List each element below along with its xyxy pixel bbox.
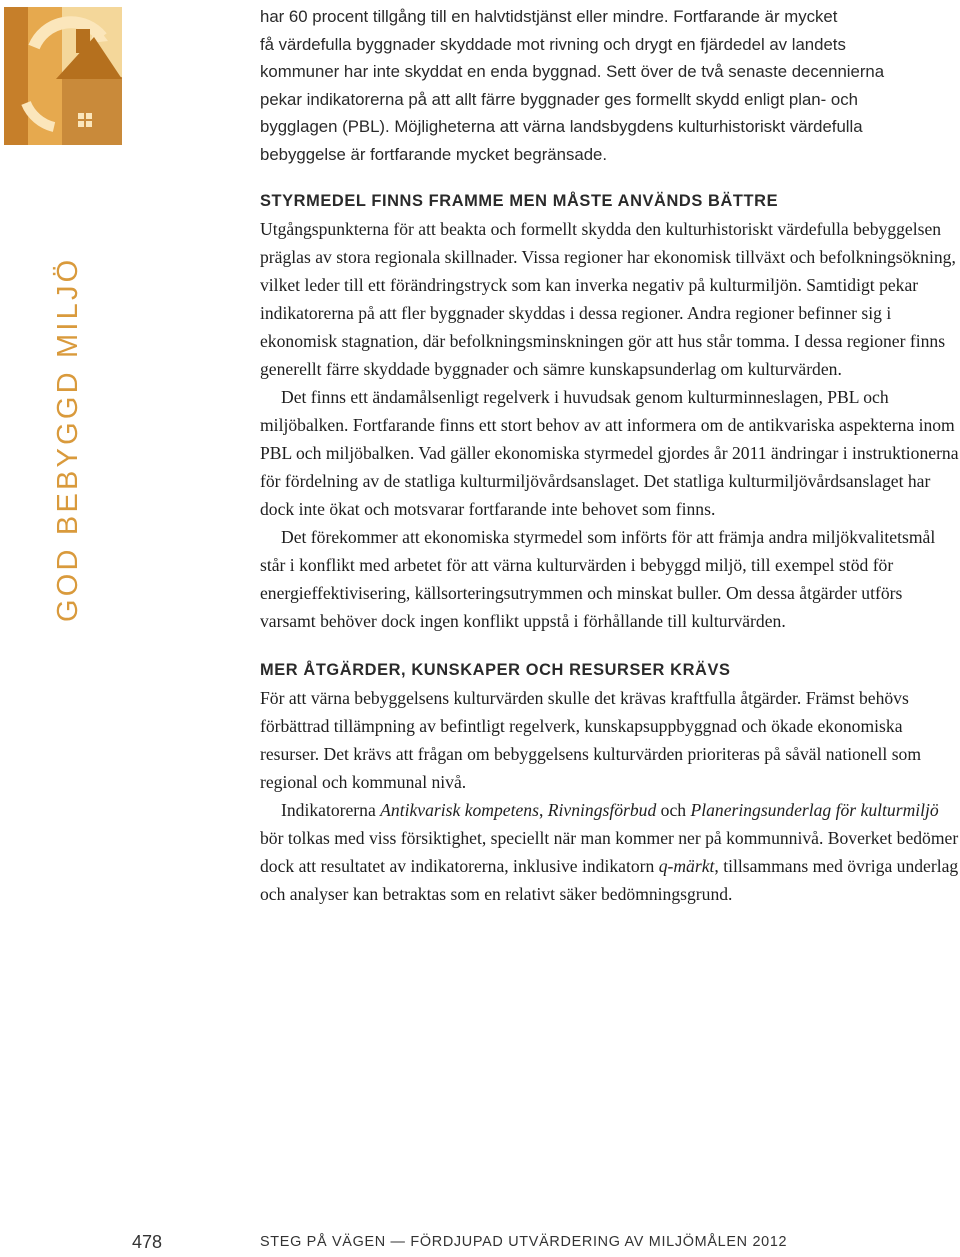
indicator-name: Antikvarisk kompetens xyxy=(380,800,539,820)
section-title-vertical: GOD BEBYGGD MILJÖ xyxy=(52,256,84,622)
intro-line: bygglagen (PBL). Möjligheterna att värna landsbygdens kulturhistoriskt värdefulla xyxy=(260,117,863,136)
body-paragraph: Det förekommer att ekonomiska styrmedel som införts för att främja andra miljökvalitetsmål står i konflikt med arbetet för att värna kulturvärden i bebyggd miljö, till exempel stöd för energieffektivisering, källsorteringsutrymmen och minskat buller. Om dessa åtgärder utförs varsamt behöver dock ingen konflikt uppstå i förhållande till kulturvärden. xyxy=(260,527,936,631)
indicator-name: Planeringsunderlag för kulturmiljö xyxy=(690,800,939,820)
indicator-name: q-märkt xyxy=(658,856,715,876)
page-number: 478 xyxy=(132,1232,163,1252)
section-heading-styrmedel: STYRMEDEL FINNS FRAMME MEN MÅSTE ANVÄNDS BÄTTRE xyxy=(260,192,779,210)
running-title: STEG PÅ VÄGEN — FÖRDJUPAD UTVÄRDERING AV MILJÖMÅLEN 2012 xyxy=(260,1234,788,1250)
intro-line: kommuner har inte skyddat en enda byggnad. Sett över de två senaste decennierna xyxy=(260,62,885,81)
body-paragraph-indicators: Indikatorerna Antikvarisk kompetens, Rivningsförbud och Planeringsunderlag för kulturmiljö bör tolkas med viss försiktighet, speciellt när man kommer ner på kommunnivå. Boverket bedömer dock att resultatet av indikatorerna, inklusive indikatorn q-märkt, tillsammans med övriga underlag och analyser kan betraktas som en relativt säker bedömningsgrund. xyxy=(260,800,959,904)
page-footer xyxy=(0,1232,960,1256)
intro-line: har 60 procent tillgång till en halvtidstjänst eller mindre. Fortfarande är mycket xyxy=(260,7,838,26)
intro-paragraph xyxy=(260,3,960,168)
section-heading-atgarder: MER ÅTGÄRDER, KUNSKAPER OCH RESURSER KRÄVS xyxy=(260,661,731,679)
section-logo-icon xyxy=(4,7,122,145)
intro-line: bebyggelse är fortfarande mycket begränsade. xyxy=(260,144,608,164)
body-paragraph: För att värna bebyggelsens kulturvärden skulle det krävas kraftfulla åtgärder. Främst behövs förbättrad tillämpning av befintligt regelverk, kunskapsuppbyggnad och ökade ekonomiska resurser. Det krävs att frågan om bebyggelsens kulturvärden prioriteras på såväl nationell som regional och kommunal nivå. xyxy=(260,688,922,792)
intro-line: få värdefulla byggnader skyddade mot rivning och drygt en fjärdedel av landets xyxy=(260,34,846,54)
main-text-column xyxy=(260,3,960,908)
body-paragraph: Det finns ett ändamålsenligt regelverk i huvudsak genom kulturminneslagen, PBL och miljöbalken. Fortfarande finns ett stort behov av att informera om de antikvariska aspekterna inom PBL och miljöbalken. Vad gäller ekonomiska styrmedel gjordes år 2011 ändringar i instruktionerna för fördelning av de statliga kulturmiljövårdsanslaget. Det statliga kulturmiljövårdsanslaget har dock inte ökat och motsvarar fortfarande inte behovet som finns. xyxy=(260,387,959,519)
intro-line: pekar indikatorerna på att allt färre byggnader ges formellt skydd enligt plan- och xyxy=(260,89,858,109)
indicator-name: Rivningsförbud xyxy=(547,800,657,820)
body-paragraph: Utgångspunkterna för att beakta och formellt skydda den kulturhistoriskt värdefulla bebyggelsen präglas av stora regionala skillnader. Vissa regioner har ekonomisk tillväxt och befolkningsökning, vilket leder till ett förändringstryck som kan inverka negativ på kulturmiljön. Samtidigt pekar indikatorerna på att fler byggnader skyddas i dessa regioner. Andra regioner befinner sig i ekonomisk stagnation, där befolkningsminskningen gör att hus står tomma. I dessa regioner finns generellt färre skyddade byggnader och sämre kunskapsunderlag om kulturvärden. xyxy=(260,219,956,379)
